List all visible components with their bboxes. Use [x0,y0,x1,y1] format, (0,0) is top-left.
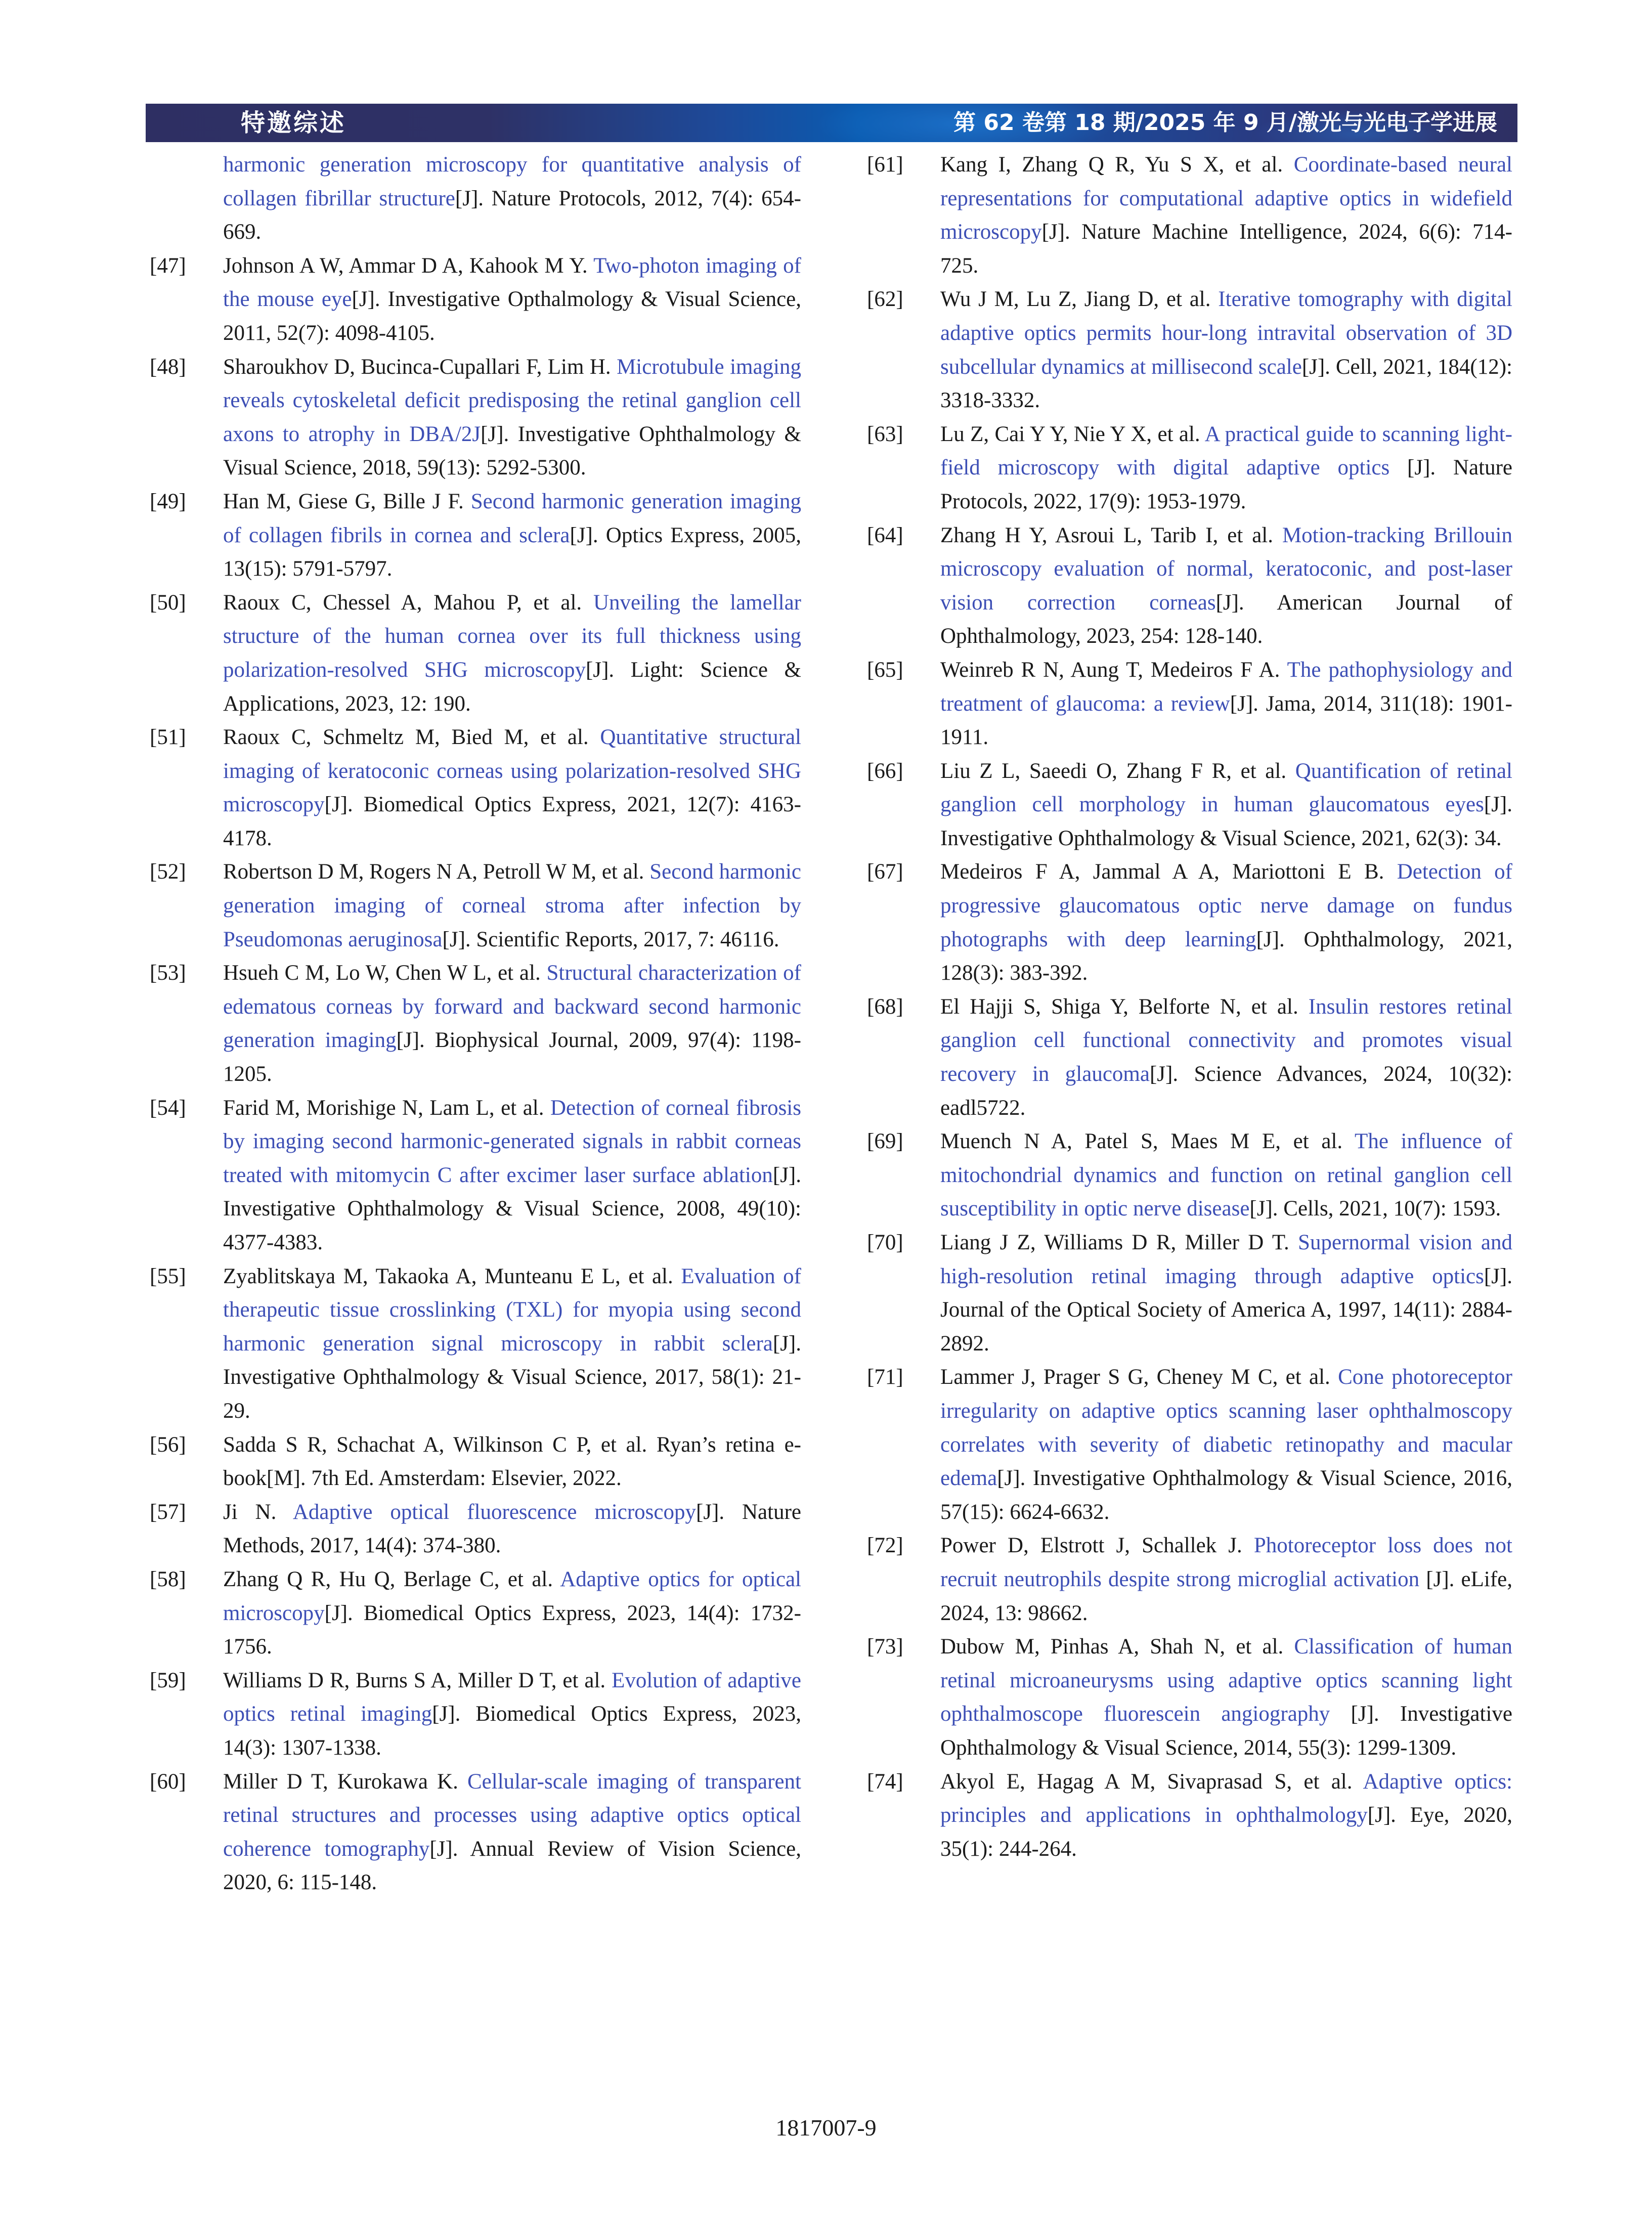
reference-title-link[interactable]: Cellular-scale imaging of transparent retinal structures and processes using adaptive optics optical coherence tomography [223,1769,801,1861]
reference-title-link[interactable]: Second harmonic generation imaging of corneal stroma after infection by Pseudomonas aeruginosa [223,860,801,951]
reference-source: [J]. Light: Science & Applications, 2023, 12: 190. [223,658,801,716]
reference-number: [48] [150,355,186,379]
reference-continuation [150,148,801,249]
reference-item [150,1664,801,1765]
reference-authors: Robertson D M, Rogers N A, Petroll W M, et al. [223,860,650,884]
reference-item [867,519,1512,653]
reference-authors: Sadda S R, Schachat A, Wilkinson C P, et al. Ryan’s retina e-book[M]. 7th Ed. Amsterdam: Elsevier, 2022. [223,1432,801,1491]
reference-item [867,1361,1512,1529]
reference-item [150,249,801,351]
reference-title-link[interactable]: Evaluation of therapeutic tissue crosslinking (TXL) for myopia using second harmonic generation signal microscopy in rabbit sclera [223,1264,801,1356]
reference-source: [J]. Biophysical Journal, 2009, 97(4): 1198-1205. [223,1028,801,1086]
reference-source: [J]. Investigative Opthalmology & Visual Science, 2011, 52(7): 4098-4105. [223,287,801,345]
reference-number: [51] [150,725,186,750]
reference-authors: Zyablitskaya M, Takaoka A, Munteanu E L, et al. [223,1264,681,1288]
reference-source: [J]. Ophthalmology, 2021, 128(3): 383-392. [940,927,1512,985]
reference-number: [69] [867,1129,903,1154]
reference-item [150,351,801,485]
reference-source: [J]. Biomedical Optics Express, 2021, 12(7): 4163-4178. [223,793,801,850]
reference-source: [J]. Journal of the Optical Society of America A, 1997, 14(11): 2884-2892. [940,1264,1512,1356]
reference-title-link[interactable]: Adaptive optics for optical microscopy [223,1567,801,1625]
reference-authors: Farid M, Morishige N, Lam L, et al. [223,1096,550,1120]
reference-authors: Zhang Q R, Hu Q, Berlage C, et al. [223,1567,560,1591]
reference-number: [57] [150,1500,186,1524]
reference-number: [59] [150,1668,186,1692]
reference-authors: Lu Z, Cai Y Y, Nie Y X, et al. [940,422,1205,446]
reference-list-left [150,148,801,1900]
reference-source: [J]. Jama, 2014, 311(18): 1901-1911. [940,691,1512,750]
reference-authors: Dubow M, Pinhas A, Shah N, et al. [940,1635,1294,1659]
reference-title-link[interactable]: Insulin restores retinal ganglion cell functional connectivity and promotes visual recovery in glaucoma [940,994,1512,1086]
reference-source: [J]. Investigative Ophthalmology & Visual Science, 2018, 59(13): 5292-5300. [223,422,801,480]
reference-item [150,855,801,956]
reference-item [150,1563,801,1664]
reference-number: [66] [867,759,903,783]
section-label: 特邀综述 [241,109,346,137]
reference-authors: Han M, Giese G, Bille J F. [223,489,471,513]
reference-source: [J]. Nature Protocols, 2012, 7(4): 654-669. [223,186,802,244]
reference-title-link[interactable]: The influence of mitochondrial dynamics and function on retinal ganglion cell susceptibility in optic nerve disease [940,1129,1513,1221]
reference-source: [J]. Biomedical Optics Express, 2023, 14(4): 1732-1756. [223,1601,801,1659]
reference-authors: Sharoukhov D, Bucinca-Cupallari F, Lim H. [223,355,617,379]
reference-number: [73] [867,1635,903,1659]
reference-title-link[interactable]: The pathophysiology and treatment of glaucoma: a review [940,658,1512,716]
reference-number: [47] [150,253,186,278]
reference-item [867,990,1512,1125]
reference-item [867,755,1512,856]
reference-authors: Raoux C, Schmeltz M, Bied M, et al. [223,725,600,750]
reference-source: [J]. Science Advances, 2024, 10(32): eadl5722. [940,1062,1512,1120]
reference-source: [J]. Investigative Ophthalmology & Visual Science, 2016, 57(15): 6624-6632. [940,1466,1512,1524]
reference-number: [55] [150,1264,186,1288]
reference-authors: Weinreb R N, Aung T, Medeiros F A. [940,658,1287,682]
reference-title-link[interactable]: Quantitative structural imaging of keratoconic corneas using polarization-resolved SHG microscopy [223,725,801,817]
reference-title-link[interactable]: harmonic generation microscopy for quantitative analysis of collagen fibrillar structure [223,153,801,210]
reference-item [150,1260,801,1428]
reference-title-link[interactable]: Coordinate-based neural representations for computational adaptive optics in widefield microscopy [940,153,1512,244]
reference-title-link[interactable]: Cone photoreceptor irregularity on adaptive optics scanning laser ophthalmoscopy correlates with severity of diabetic retinopathy and macular edema [940,1365,1513,1491]
reference-number: [72] [867,1534,903,1558]
reference-item [150,1428,801,1496]
reference-item [867,1529,1512,1630]
reference-list-right [867,148,1512,1866]
reference-title-link[interactable]: A practical guide to scanning light-field microscopy with digital adaptive optics [940,422,1512,480]
reference-title-link[interactable]: Photoreceptor loss does not recruit neutrophils despite strong microglial activation [940,1534,1512,1591]
reference-number: [53] [150,961,186,985]
reference-source: [J]. Investigative Ophthalmology & Visual Science, 2021, 62(3): 34. [940,793,1512,850]
reference-source: [J]. eLife, 2024, 13: 98662. [940,1567,1513,1625]
reference-source: [J]. Investigative Ophthalmology & Visual Science, 2008, 49(10): 4377-4383. [223,1163,801,1254]
reference-number: [62] [867,287,903,312]
reference-source: [J]. American Journal of Ophthalmology, 2023, 254: 128-140. [940,590,1512,648]
reference-item [867,855,1512,990]
reference-title-link[interactable]: Supernormal vision and high-resolution retinal imaging through adaptive optics [940,1231,1512,1288]
reference-item [867,1630,1512,1765]
reference-title-link[interactable]: Motion-tracking Brillouin microscopy evaluation of normal, keratoconic, and post-laser vision correction corneas [940,523,1512,615]
reference-title-link[interactable]: Adaptive optics: principles and applications in ophthalmology [940,1769,1513,1827]
reference-source: [J]. Optics Express, 2005, 13(15): 5791-5797. [223,523,802,581]
reference-item [867,1125,1512,1226]
reference-source: [J]. Investigative Ophthalmology & Visual Science, 2017, 58(1): 21-29. [223,1331,801,1423]
journal-header-band [146,104,1517,142]
reference-authors: Johnson A W, Ammar D A, Kahook M Y. [223,253,594,278]
reference-authors: Liang J Z, Williams D R, Miller D T. [940,1231,1298,1254]
reference-number: [65] [867,658,903,682]
reference-title-link[interactable]: Adaptive optical fluorescence microscopy [292,1500,696,1524]
reference-number: [61] [867,153,903,177]
reference-authors: Power D, Elstrott J, Schallek J. [940,1534,1254,1558]
reference-authors: Kang I, Zhang Q R, Yu S X, et al. [940,153,1294,177]
reference-authors: Wu J M, Lu Z, Jiang D, et al. [940,287,1219,312]
reference-item [867,1765,1512,1866]
reference-number: [60] [150,1769,186,1794]
reference-authors: Liu Z L, Saeedi O, Zhang F R, et al. [940,759,1295,783]
reference-authors: Akyol E, Hagag A M, Sivaprasad S, et al. [940,1769,1363,1794]
reference-authors: Hsueh C M, Lo W, Chen W L, et al. [223,961,547,985]
reference-title-link[interactable]: Quantification of retinal ganglion cell morphology in human glaucomatous eyes [940,759,1512,817]
reference-number: [68] [867,994,903,1019]
reference-authors: Miller D T, Kurokawa K. [223,1769,467,1794]
reference-title-link[interactable]: Second harmonic generation imaging of collagen fibrils in cornea and sclera [223,489,801,547]
reference-title-link[interactable]: Two-photon imaging of the mouse eye [223,253,801,312]
reference-title-link[interactable]: Detection of corneal fibrosis by imaging second harmonic-generated signals in rabbit corneas treated with mitomycin C after excimer laser surface ablation [223,1096,801,1187]
reference-authors: Medeiros F A, Jammal A A, Mariottoni E B. [940,860,1397,884]
reference-title-link[interactable]: Iterative tomography with digital adaptive optics permits hour-long intravital observation of 3D subcellular dynamics at millisecond scale [940,287,1512,379]
reference-authors: Raoux C, Chessel A, Mahou P, et al. [223,590,593,615]
reference-number: [67] [867,860,903,884]
reference-authors: Zhang H Y, Asroui L, Tarib I, et al. [940,523,1282,547]
reference-item [867,418,1512,519]
reference-number: [49] [150,489,186,513]
reference-item [867,148,1512,283]
reference-source: [J]. Nature Methods, 2017, 14(4): 374-380. [223,1500,801,1558]
reference-authors: Ji N. [223,1500,293,1524]
reference-item [150,485,801,586]
reference-item [150,586,801,721]
journal-issue-info: 第 62 卷第 18 期/2025 年 9 月/激光与光电子学进展 [953,110,1497,136]
reference-number: [52] [150,860,186,884]
reference-title-link[interactable]: Classification of human retinal microaneurysms using adaptive optics scanning light ophthalmoscope fluorescein angiography [940,1635,1513,1726]
reference-number: [56] [150,1432,186,1457]
reference-authors: Williams D R, Burns S A, Miller D T, et al. [223,1668,612,1692]
reference-title-link[interactable]: Structural characterization of edematous corneas by forward and backward second harmonic generation imaging [223,961,801,1053]
reference-source: [J]. Nature Protocols, 2022, 17(9): 1953-1979. [940,456,1512,513]
reference-authors: Muench N A, Patel S, Maes M E, et al. [940,1129,1355,1154]
reference-item [867,653,1512,755]
reference-item [867,1226,1512,1361]
reference-source: [J]. Investigative Ophthalmology & Visual Science, 2014, 55(3): 1299-1309. [940,1702,1512,1760]
reference-title-link[interactable]: Detection of progressive glaucomatous optic nerve damage on fundus photographs with deep learning [940,860,1512,951]
reference-number: [64] [867,523,903,547]
reference-title-link[interactable]: Microtubule imaging reveals cytoskeletal deficit predisposing the retinal ganglion cell axons to atrophy in DBA/2J [223,355,801,446]
reference-title-link[interactable]: Evolution of adaptive optics retinal imaging [223,1668,802,1726]
reference-number: [70] [867,1231,903,1254]
reference-number: [58] [150,1567,186,1591]
reference-source: [J]. Cells, 2021, 10(7): 1593. [1249,1197,1501,1221]
reference-authors: El Hajji S, Shiga Y, Belforte N, et al. [940,994,1309,1019]
reference-source: [J]. Annual Review of Vision Science, 2020, 6: 115-148. [223,1837,802,1895]
reference-source: [J]. Biomedical Optics Express, 2023, 14(3): 1307-1338. [223,1702,801,1760]
reference-item [867,283,1512,417]
reference-number: [74] [867,1769,903,1794]
reference-source: [J]. Scientific Reports, 2017, 7: 46116. [442,927,779,951]
reference-number: [54] [150,1096,186,1120]
reference-authors: Lammer J, Prager S G, Cheney M C, et al. [940,1365,1338,1389]
page-number: 1817007-9 [775,2115,877,2141]
reference-item [150,1765,801,1900]
reference-source: [J]. Eye, 2020, 35(1): 244-264. [940,1803,1512,1861]
reference-number: [63] [867,422,903,446]
reference-item [150,1092,801,1260]
reference-item [150,721,801,855]
reference-source: [J]. Nature Machine Intelligence, 2024, 6(6): 714-725. [940,220,1512,278]
reference-item [150,1496,801,1563]
reference-item [150,956,801,1091]
reference-number: [50] [150,590,186,615]
reference-source: [J]. Cell, 2021, 184(12): 3318-3332. [940,355,1512,413]
reference-number: [71] [867,1365,903,1389]
reference-title-link[interactable]: Unveiling the lamellar structure of the human cornea over its full thickness using polarization-resolved SHG microscopy [223,590,801,682]
